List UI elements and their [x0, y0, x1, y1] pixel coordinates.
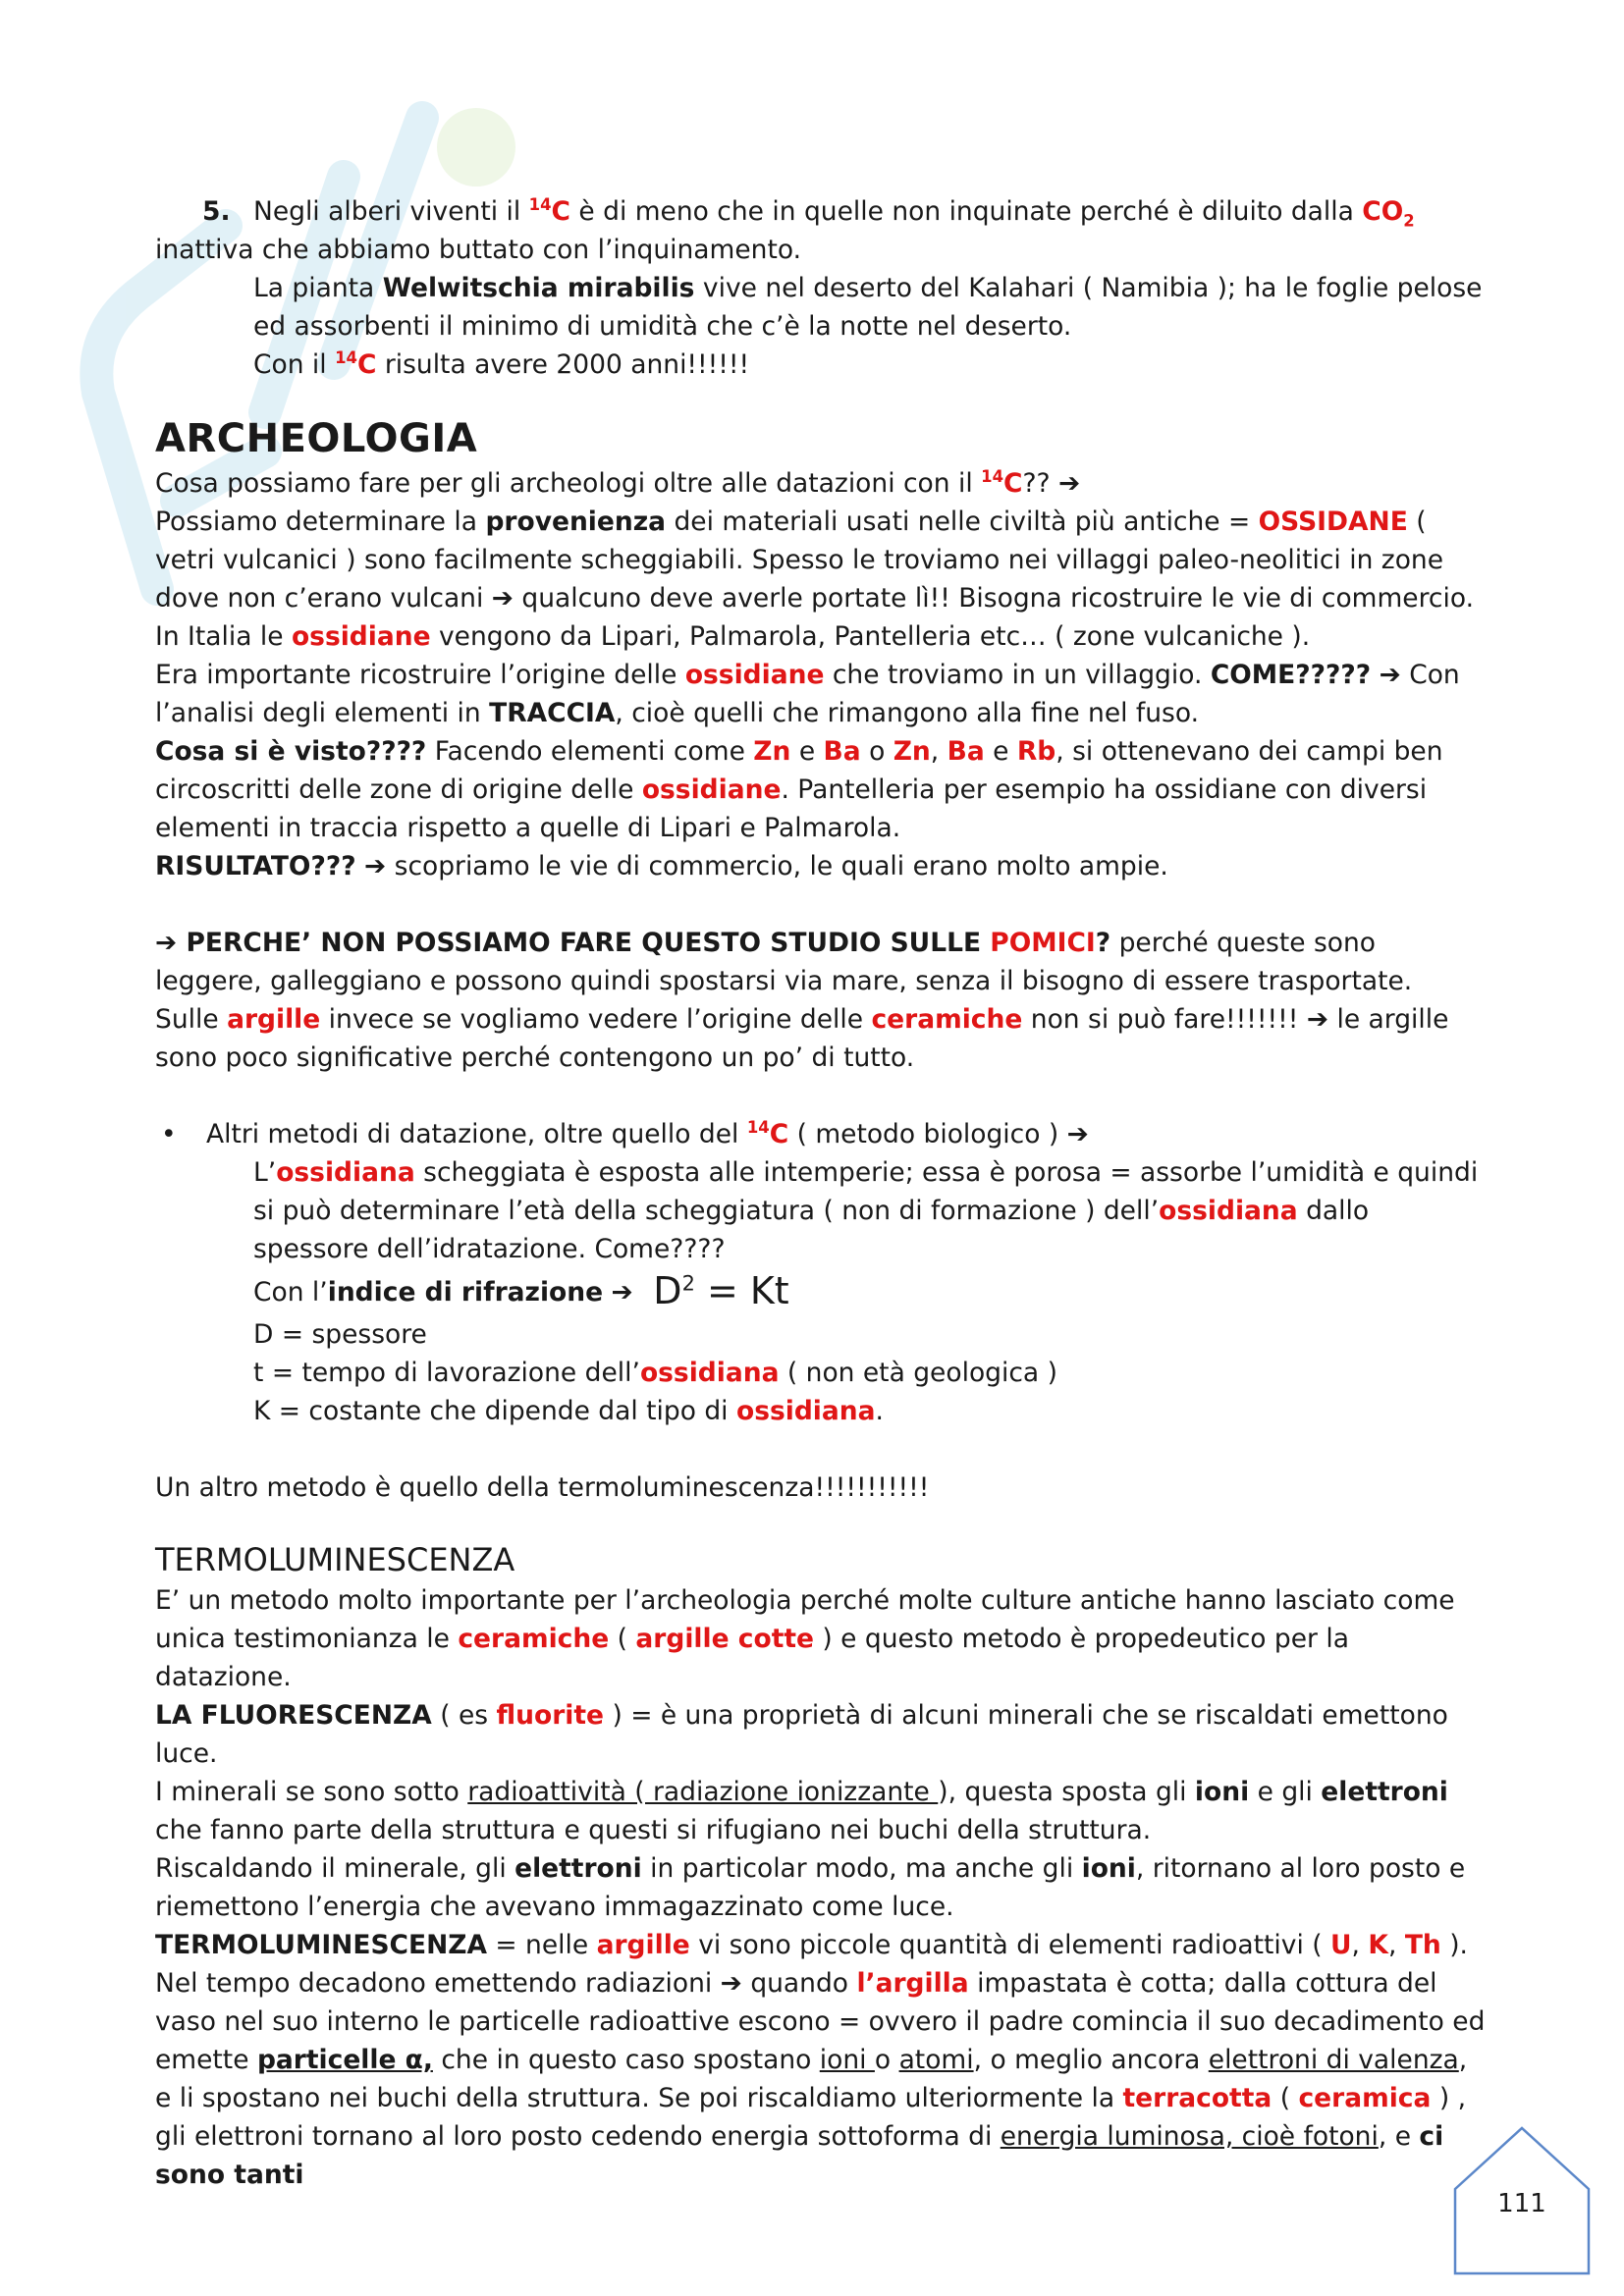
keyword: ?	[1095, 928, 1111, 958]
keyword: ossidiane	[641, 774, 782, 805]
text: ( metodo biologico )	[788, 1119, 1067, 1149]
text: e	[790, 736, 824, 767]
arrow-right-icon: ➔	[1058, 468, 1081, 499]
text: Riscaldando il minerale, gli	[155, 1853, 515, 1884]
text: , o meglio ancora	[973, 2045, 1209, 2075]
d-definition: D = spessore	[253, 1319, 427, 1350]
co2	[1362, 196, 1415, 231]
text: che troviamo in un villaggio.	[824, 660, 1211, 690]
carbon-symbol: C	[769, 1119, 789, 1149]
formula-d: D	[653, 1269, 682, 1312]
text: e	[984, 736, 1017, 767]
keyword: argille cotte	[635, 1624, 814, 1654]
text: ) = è una proprietà di alcuni minerali che se riscaldati emettono luce.	[155, 1700, 1448, 1769]
element-symbol: Rb	[1016, 736, 1056, 767]
archeologia-question	[155, 464, 1490, 503]
keyword: particelle α,	[256, 2045, 433, 2075]
formula-line	[155, 1268, 1490, 1315]
underlined-text: atomi	[898, 2045, 974, 2075]
text: dei materiali usati nelle civiltà più antiche =	[666, 507, 1259, 537]
text: ( non età geologica )	[779, 1358, 1057, 1388]
arrow-right-icon: ➔	[1066, 1119, 1089, 1149]
text: non si può fare!!!!!!!	[1022, 1004, 1307, 1035]
text: ) e questo metodo è propedeutico per la datazione.	[155, 1624, 1349, 1692]
bullet-altri-metodi	[155, 1115, 1490, 1153]
carbon-symbol: C	[356, 349, 377, 380]
element-symbol: U	[1330, 1930, 1352, 1960]
heading-termoluminescenza: TERMOLUMINESCENZA	[155, 1541, 515, 1578]
keyword: ossidiana	[1159, 1196, 1298, 1226]
text: = nelle	[487, 1930, 597, 1960]
keyword: COME?????	[1210, 660, 1372, 690]
arrow-right-icon: ➔	[155, 928, 178, 958]
text: o	[874, 2045, 899, 2075]
keyword: ceramiche	[458, 1624, 610, 1654]
text: E’ un metodo molto importante per l’archeologia perché molte culture antiche hanno lasciato come unica testimonianza le	[155, 1585, 1455, 1654]
text: impastata è cotta; dalla cottura del vaso nel suo interno le particelle radioattive escono = ovvero il padre comincia il suo decadimento ed emette	[155, 1968, 1486, 2075]
keyword: ioni	[1194, 1777, 1250, 1807]
text: Con il	[253, 349, 336, 380]
text: Sulle	[155, 1004, 228, 1035]
superscript: 14	[335, 348, 357, 368]
formula-rest: = Kt	[694, 1269, 789, 1312]
underlined-text: elettroni di valenza	[1208, 2045, 1459, 2075]
plant-name: Welwitschia mirabilis	[382, 273, 695, 303]
text: ,	[1351, 1930, 1369, 1960]
formula	[641, 1269, 788, 1312]
arrow-right-icon: ➔	[491, 583, 514, 614]
text: le argille sono poco significative perché contengono un po’ di tutto.	[155, 1004, 1449, 1073]
carbon-14	[335, 349, 376, 380]
text: e gli	[1249, 1777, 1322, 1807]
text: , e li spostano nei buchi della struttura. Se poi riscaldiamo ulteriormente la	[155, 2045, 1468, 2113]
text: Con l’analisi degli elementi in	[155, 660, 1460, 728]
arrow-right-icon: ➔	[720, 1968, 742, 1999]
keyword: ceramiche	[871, 1004, 1023, 1035]
text: In Italia le	[155, 621, 292, 652]
text: ( es	[431, 1700, 497, 1731]
text: L’	[253, 1157, 277, 1188]
text: invece se vogliamo vedere l’origine delle	[320, 1004, 872, 1035]
spacer	[155, 885, 1490, 924]
text: dallo spessore dell’idratazione. Come????	[253, 1196, 1370, 1264]
element-symbol: K	[1368, 1930, 1388, 1960]
keyword: ossidiana	[276, 1157, 415, 1188]
keyword: OSSIDANE	[1258, 507, 1408, 537]
keyword: argille	[596, 1930, 690, 1960]
keyword: ioni	[1081, 1853, 1136, 1884]
keyword: provenienza	[485, 507, 667, 537]
text: , si ottenevano dei campi ben circoscritti delle zone di origine delle	[155, 736, 1443, 805]
superscript: 2	[681, 1271, 695, 1296]
text: (	[609, 1624, 636, 1654]
archeologia-paragraph-4	[155, 732, 1490, 847]
underlined-text: ioni	[819, 2045, 875, 2075]
text: ( vetri vulcanici ) sono facilmente scheggiabili. Spesso le troviamo nei villaggi paleo-neolitici in zone dove non c’erano vulcani	[155, 507, 1444, 614]
carbon-symbol: C	[551, 196, 570, 227]
item-5-line-2	[155, 269, 1490, 346]
keyword: ceramica	[1298, 2083, 1432, 2113]
text: t = tempo di lavorazione dell’	[253, 1358, 640, 1388]
text: o	[860, 736, 893, 767]
text: inattiva che abbiamo buttato con l’inquinamento.	[155, 235, 802, 265]
keyword: ossidiane	[291, 621, 431, 652]
keyword: LA FLUORESCENZA	[155, 1700, 432, 1731]
t-definition	[155, 1354, 1490, 1392]
keyword: Cosa si è visto????	[155, 736, 427, 767]
text: Altri metodi di datazione, oltre quello del	[206, 1119, 747, 1149]
item-5-line-1	[155, 192, 1490, 269]
text: ,	[930, 736, 947, 767]
keyword: elettroni	[514, 1853, 642, 1884]
bullet-icon: •	[161, 1119, 177, 1149]
keyword: POMICI	[990, 928, 1096, 958]
text: , cioè quelli che rimangono alla fine nel fuso.	[615, 698, 1200, 728]
archeologia-paragraph-2	[155, 617, 1490, 656]
text: vive nel deserto del Kalahari ( Namibia ); ha le foglie pelose ed assorbenti il minimo di umidità che c’è la notte nel deserto.	[253, 273, 1483, 342]
text: La pianta	[253, 273, 383, 303]
text: risulta avere 2000 anni!!!!!!	[376, 349, 750, 380]
keyword: ossidiane	[684, 660, 825, 690]
termo-paragraph-3	[155, 1773, 1490, 1849]
text: vi sono piccole quantità di elementi radioattivi (	[689, 1930, 1331, 1960]
text: che fanno parte della struttura e questi si rifugiano nei buchi della struttura.	[155, 1815, 1152, 1845]
text: che in questo caso spostano	[432, 2045, 820, 2075]
underlined-text: energia luminosa, cioè fotoni	[1000, 2121, 1379, 2152]
text: I minerali se sono sotto	[155, 1777, 468, 1807]
spacer	[155, 1077, 1490, 1115]
text: è di meno che in quelle non inquinate perché è diluito dalla	[569, 196, 1363, 227]
text: . Pantelleria per esempio ha ossidiane con diversi elementi in traccia rispetto a quelle di Lipari e Palmarola.	[155, 774, 1428, 843]
carbon-14	[981, 468, 1022, 499]
text: vengono da Lipari, Palmarola, Pantelleria etc… ( zone vulcaniche ).	[430, 621, 1311, 652]
keyword: argille	[227, 1004, 321, 1035]
text: ), questa sposta gli	[938, 1777, 1195, 1807]
text: , ritornano al loro posto e riemettono l’energia che avevano immagazzinato come luce.	[155, 1853, 1466, 1922]
keyword: ci sono tanti	[155, 2121, 1444, 2190]
ossidiana-paragraph	[155, 1153, 1490, 1268]
superscript: 14	[746, 1118, 770, 1138]
arrow-right-icon: ➔	[611, 1277, 633, 1308]
heading-archeologia: ARCHEOLOGIA	[155, 416, 478, 461]
text: Possiamo determinare la	[155, 507, 486, 537]
archeologia-paragraph-1	[155, 503, 1490, 617]
text: scopriamo le vie di commercio, le quali erano molto ampie.	[386, 851, 1168, 881]
element-symbol: Ba	[947, 736, 985, 767]
text: qualcuno deve averle portate lì!! Bisogna ricostruire le vie di commercio.	[514, 583, 1475, 614]
k-definition	[155, 1392, 1490, 1430]
subscript: 2	[1403, 211, 1415, 231]
archeologia-paragraph-6	[155, 924, 1490, 1000]
text: .	[875, 1396, 884, 1426]
keyword: terracotta	[1122, 2083, 1272, 2113]
co2-text: CO	[1362, 196, 1404, 227]
text: Con l’	[253, 1277, 328, 1308]
text: K = costante che dipende dal tipo di	[253, 1396, 736, 1426]
text: perché queste sono leggere, galleggiano e possono quindi spostarsi via mare, senza il bisogno di essere trasportate.	[155, 928, 1413, 996]
keyword: RISULTATO???	[155, 851, 356, 881]
page-number: 111	[1497, 2189, 1546, 2218]
element-symbol: Ba	[823, 736, 861, 767]
arrow-right-icon: ➔	[364, 851, 387, 881]
item-5-line-3	[155, 346, 1490, 384]
archeologia-paragraph-7	[155, 1000, 1490, 1077]
arrow-right-icon: ➔	[1379, 660, 1401, 690]
text: in particolar modo, ma anche gli	[641, 1853, 1082, 1884]
text: ). Nel tempo decadono emettendo radiazioni	[155, 1930, 1468, 1999]
element-symbol: Th	[1404, 1930, 1441, 1960]
text: , e	[1378, 2121, 1420, 2152]
keyword: TERMOLUMINESCENZA	[155, 1930, 487, 1960]
carbon-14	[747, 1119, 788, 1149]
termo-paragraph-4	[155, 1849, 1490, 1926]
item-number: 5.	[202, 196, 231, 227]
keyword: ossidiana	[639, 1358, 780, 1388]
carbon-symbol: C	[1003, 468, 1023, 499]
element-symbol: Zn	[753, 736, 791, 767]
text: scheggiata è esposta alle intemperie; essa è porosa = assorbe l’umidità e quindi si può determinare l’età della scheggiatura ( non di formazione ) dell’	[253, 1157, 1479, 1226]
termo-paragraph-1	[155, 1581, 1490, 1696]
keyword: ossidiana	[735, 1396, 876, 1426]
text: quando	[741, 1968, 857, 1999]
page-content	[155, 192, 1490, 2194]
text: Era importante ricostruire l’origine delle	[155, 660, 685, 690]
superscript: 14	[981, 467, 1003, 487]
keyword: PERCHE’ NON POSSIAMO FARE QUESTO STUDIO SULLE	[177, 928, 991, 958]
text: Cosa possiamo fare per gli archeologi oltre alle datazioni con il	[155, 468, 982, 499]
text: Negli alberi viventi il	[253, 196, 529, 227]
element-symbol: Zn	[893, 736, 931, 767]
altro-metodo: Un altro metodo è quello della termoluminescenza!!!!!!!!!!!	[155, 1472, 930, 1503]
archeologia-paragraph-3	[155, 656, 1490, 732]
carbon-14	[529, 196, 570, 227]
keyword: fluorite	[496, 1700, 605, 1731]
termo-paragraph-5	[155, 1926, 1490, 2194]
keyword: l’argilla	[856, 1968, 969, 1999]
text: ??	[1022, 468, 1059, 499]
underlined-text: radioattività ( radiazione ionizzante	[467, 1777, 939, 1807]
arrow-right-icon: ➔	[1306, 1004, 1329, 1035]
keyword: TRACCIA	[489, 698, 616, 728]
keyword: indice di rifrazione	[327, 1277, 604, 1308]
text: ,	[1387, 1930, 1405, 1960]
termo-paragraph-2	[155, 1696, 1490, 1773]
superscript: 14	[528, 195, 552, 215]
keyword: elettroni	[1321, 1777, 1448, 1807]
archeologia-paragraph-5	[155, 847, 1490, 885]
text: ) , gli elettroni tornano al loro posto cedendo energia sottoforma di	[155, 2083, 1466, 2152]
text: (	[1272, 2083, 1299, 2113]
text: Facendo elementi come	[426, 736, 754, 767]
spacer	[155, 1430, 1490, 1468]
